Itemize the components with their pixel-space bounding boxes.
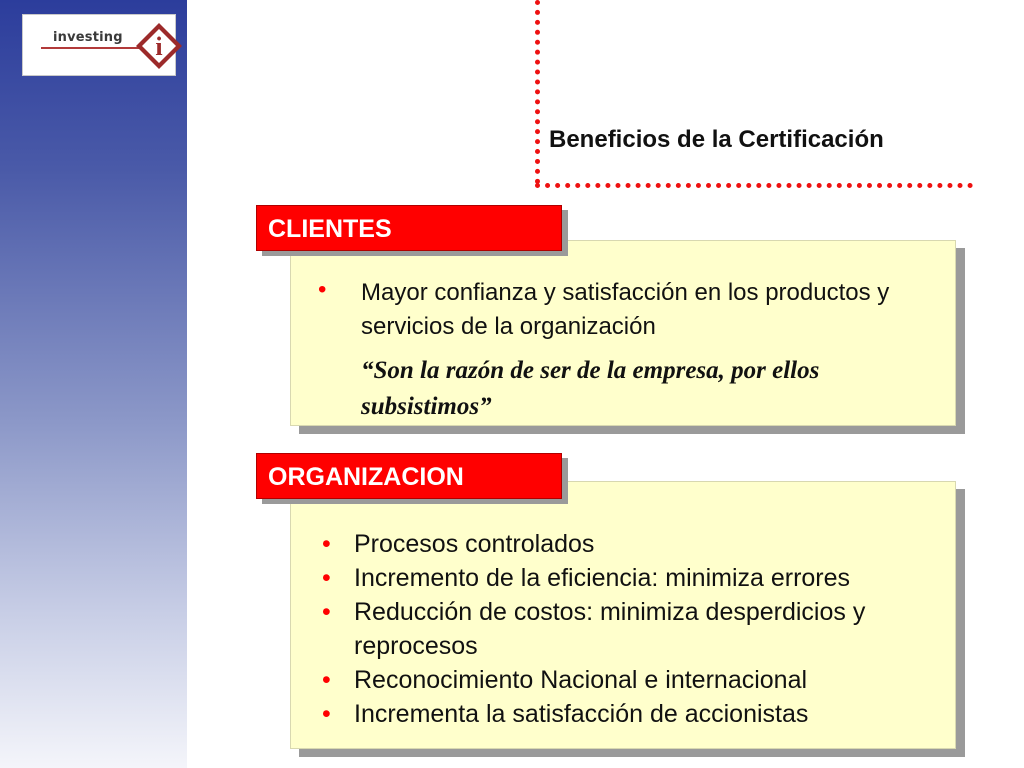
sidebar-gradient: [0, 0, 187, 768]
bullet-icon: •: [322, 666, 331, 694]
logo-underline: [41, 47, 139, 49]
logo-mark-letter: i: [155, 32, 163, 61]
bullet-icon: •: [322, 530, 331, 558]
company-logo: [22, 14, 176, 76]
list-item-text: Procesos controlados: [354, 530, 595, 558]
bullet-icon: •: [322, 598, 331, 626]
list-item: [322, 527, 942, 561]
list-item-text: Reducción de costos: minimiza desperdicios y reprocesos: [354, 598, 866, 660]
bullet-icon: •: [322, 700, 331, 728]
list-item: [322, 663, 942, 697]
page-title: Beneficios de la Certificación: [549, 126, 884, 153]
list-item-text: Incremento de la eficiencia: minimiza errores: [354, 564, 851, 592]
list-item: [322, 561, 942, 595]
list-item: [322, 697, 942, 731]
bullet-icon: •: [318, 276, 327, 303]
list-item-text: Reconocimiento Nacional e internacional: [354, 666, 808, 694]
logo-text: investing: [53, 30, 123, 45]
list-item-text: Incrementa la satisfacción de accionistas: [354, 700, 809, 728]
bullet-icon: •: [322, 564, 331, 592]
organizacion-bullet-list: [322, 527, 942, 731]
organizacion-tag: ORGANIZACION: [256, 453, 562, 499]
logo-diamond-icon: [133, 20, 185, 72]
list-item: [322, 595, 942, 663]
clientes-bullet-text: Mayor confianza y satisfacción en los productos y servicios de la organización: [361, 279, 890, 340]
dotted-divider-horizontal: [535, 183, 973, 188]
dotted-divider-vertical: [535, 0, 540, 184]
clientes-quote: “Son la razón de ser de la empresa, por ellos subsistimos”: [361, 357, 820, 420]
clientes-tag: CLIENTES: [256, 205, 562, 251]
